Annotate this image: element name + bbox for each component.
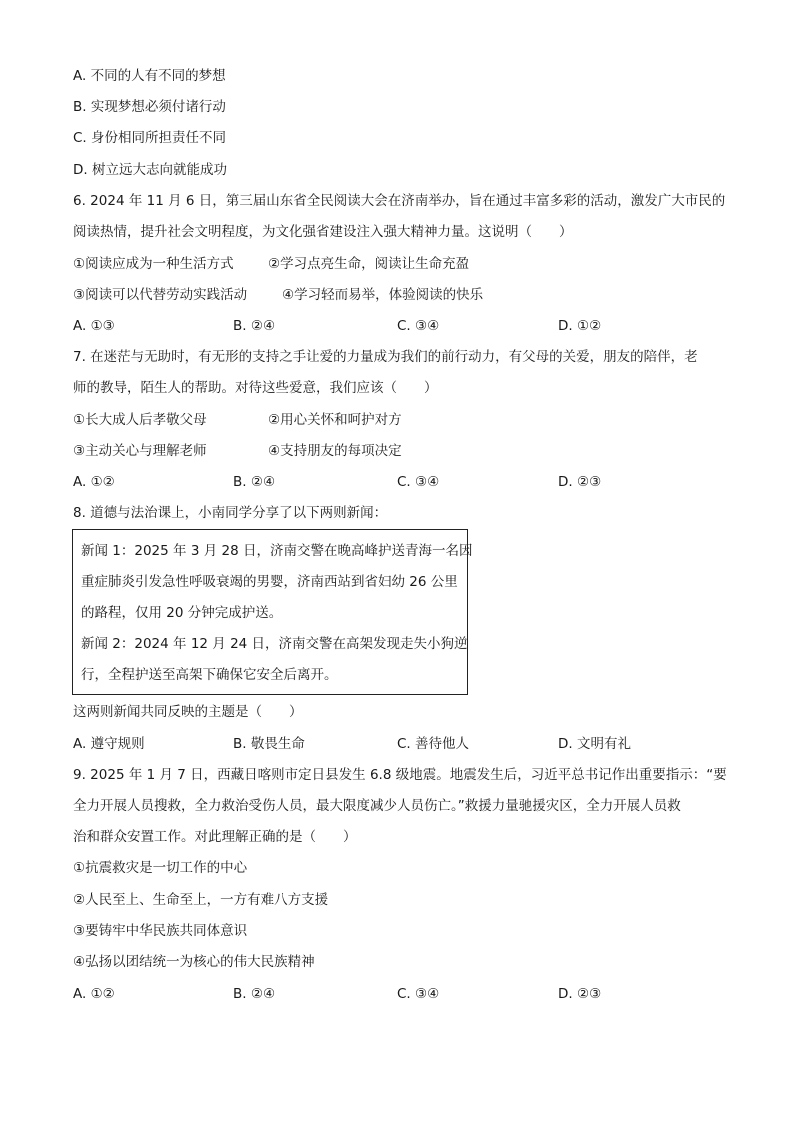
q6-item-4: ④学习轻而易举，体验阅读的快乐 — [282, 287, 484, 303]
q7-choice-d[interactable]: D. ②③ — [558, 474, 602, 490]
q7-choice-c[interactable]: C. ③④ — [397, 474, 440, 490]
q7-stem-line1: 7. 在迷茫与无助时，有无形的支持之手让爱的力量成为我们的前行动力，有父母的关爱，朋友的陪伴，老 — [73, 349, 698, 365]
q7-choice-b[interactable]: B. ②④ — [233, 474, 276, 490]
q9-item-2: ②人民至上、生命至上，一方有难八方支援 — [73, 892, 329, 908]
news-box-line: 的路程，仅用 20 分钟完成护送。 — [81, 605, 283, 621]
q8-question: 这两则新闻共同反映的主题是（ ） — [73, 704, 303, 720]
q9-item-3: ③要铸牢中华民族共同体意识 — [73, 923, 248, 939]
q6-stem-line2: 阅读热情，提升社会文明程度，为文化强省建设注入强大精神力量。这说明（ ） — [73, 224, 573, 240]
q7-item-3: ③主动关心与理解老师 — [73, 443, 207, 459]
q8-choice-a[interactable]: A. 遵守规则 — [73, 736, 145, 752]
q9-choice-b[interactable]: B. ②④ — [233, 986, 276, 1002]
q9-item-1: ①抗震救灾是一切工作的中心 — [73, 860, 248, 876]
q8-stem: 8. 道德与法治课上，小南同学分享了以下两则新闻： — [73, 505, 388, 521]
q8-choice-b[interactable]: B. 敬畏生命 — [233, 736, 305, 752]
q8-choice-d[interactable]: D. 文明有礼 — [558, 736, 631, 752]
q9-choice-c[interactable]: C. ③④ — [397, 986, 440, 1002]
q6-choice-d[interactable]: D. ①② — [558, 318, 602, 334]
q9-choice-d[interactable]: D. ②③ — [558, 986, 602, 1002]
news-box-line: 重症肺炎引发急性呼吸衰竭的男婴，济南西站到省妇幼 26 公里 — [81, 574, 458, 590]
q7-item-1: ①长大成人后孝敬父母 — [73, 412, 207, 428]
q5-option-a: A. 不同的人有不同的梦想 — [73, 68, 226, 84]
q6-item-2: ②学习点亮生命，阅读让生命充盈 — [268, 256, 470, 272]
q6-choice-b[interactable]: B. ②④ — [233, 318, 276, 334]
q7-item-4: ④支持朋友的每项决定 — [268, 443, 402, 459]
q5-option-b: B. 实现梦想必须付诸行动 — [73, 99, 226, 115]
q9-stem-line3: 治和群众安置工作。对此理解正确的是（ ） — [73, 829, 357, 845]
news-box-line: 新闻 2：2024 年 12 月 24 日，济南交警在高架发现走失小狗逆 — [81, 636, 468, 652]
q6-item-3: ③阅读可以代替劳动实践活动 — [73, 287, 248, 303]
q7-choice-a[interactable]: A. ①② — [73, 474, 115, 490]
q5-option-c: C. 身份相同所担责任不同 — [73, 130, 227, 146]
q9-choice-a[interactable]: A. ①② — [73, 986, 115, 1002]
q9-stem-line1: 9. 2025 年 1 月 7 日，西藏日喀则市定日县发生 6.8 级地震。地震发生后，习近平总书记作出重要指示：“要 — [73, 767, 727, 783]
q9-stem-line2: 全力开展人员搜救，全力救治受伤人员，最大限度减少人员伤亡。”救援力量驰援灾区，全力开展人员救 — [73, 798, 681, 814]
q7-stem-line2: 师的教导，陌生人的帮助。对待这些爱意，我们应该（ ） — [73, 380, 438, 396]
q6-choice-a[interactable]: A. ①③ — [73, 318, 115, 334]
news-box — [72, 529, 473, 695]
q6-stem-line1: 6. 2024 年 11 月 6 日，第三届山东省全民阅读大会在济南举办，旨在通过丰富多彩的活动，激发广大市民的 — [73, 193, 726, 209]
q7-item-2: ②用心关怀和呵护对方 — [268, 412, 402, 428]
q6-item-1: ①阅读应成为一种生活方式 — [73, 256, 234, 272]
q6-choice-c[interactable]: C. ③④ — [397, 318, 440, 334]
q8-choice-c[interactable]: C. 善待他人 — [397, 736, 470, 752]
news-box-line: 行，全程护送至高架下确保它安全后离开。 — [81, 667, 338, 683]
q9-item-4: ④弘扬以团结统一为核心的伟大民族精神 — [73, 954, 315, 970]
news-box-line: 新闻 1：2025 年 3 月 28 日，济南交警在晚高峰护送青海一名因 — [81, 543, 473, 559]
q5-option-d: D. 树立远大志向就能成功 — [73, 162, 227, 178]
